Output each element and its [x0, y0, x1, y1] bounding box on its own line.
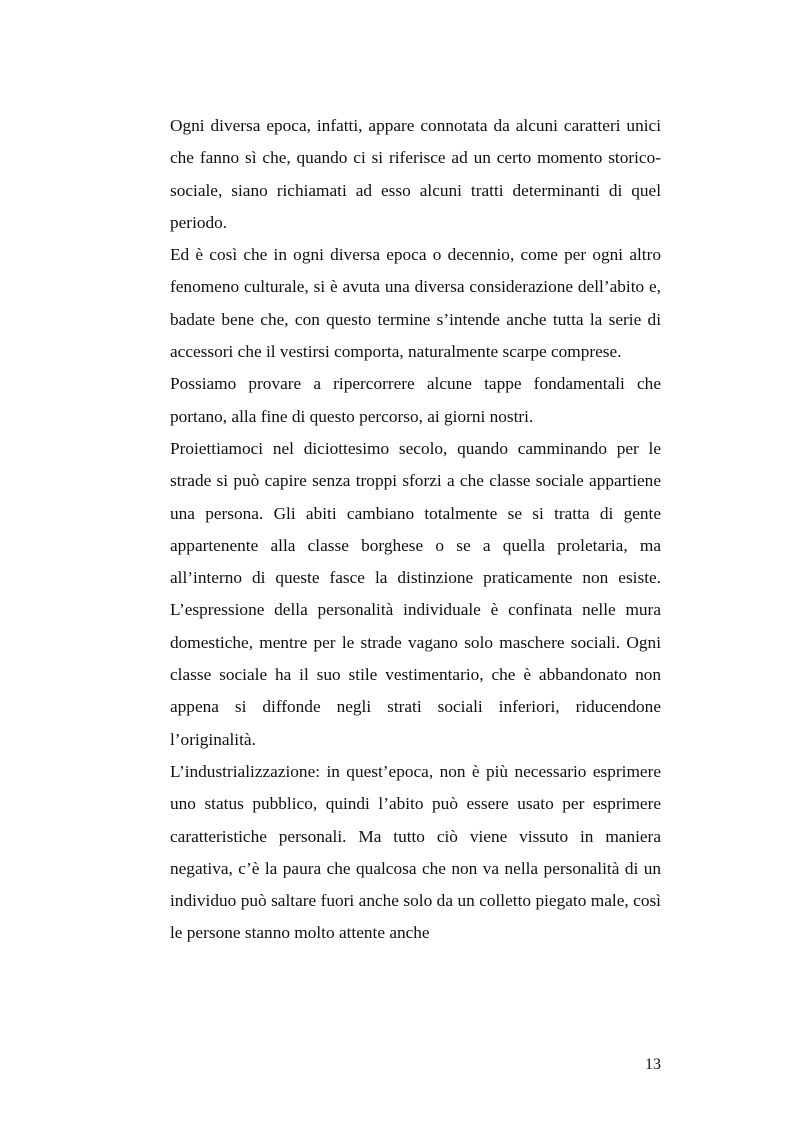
paragraph-4: Proiettiamoci nel diciottesimo secolo, quando camminando per le strade si può capire senza troppi sforzi a che classe sociale appartiene una persona. Gli abiti cambiano totalmente se si tratta di gente appartenente alla classe borghese o se a quella proletaria, ma all’interno di queste fasce la distinzione praticamente non esiste. L’espressione della personalità individuale è confinata nelle mura domestiche, mentre per le strade vagano solo maschere sociali. Ogni classe sociale ha il suo stile vestimentario, che è abbandonato non appena si diffonde negli strati sociali inferiori, riducendone l’originalità. [170, 438, 661, 749]
paragraph-3: Possiamo provare a ripercorrere alcune tappe fondamentali che portano, alla fine di questo percorso, ai giorni nostri. [170, 374, 661, 426]
page-number: 13 [645, 1056, 661, 1073]
paragraph-1: Ogni diversa epoca, infatti, appare connotata da alcuni caratteri unici che fanno sì che, quando ci si riferisce ad un certo momento storico-sociale, siano richiamati ad esso alcuni tratti determinanti di quel periodo. [170, 116, 661, 232]
paragraph-5: L’industrializzazione: in quest’epoca, non è più necessario esprimere uno status pubblico, quindi l’abito può essere usato per esprimere caratteristiche personali. Ma tutto ciò viene vissuto in maniera negativa, c’è la paura che qualcosa che non va nella personalità di un individuo può saltare fuori anche solo da un colletto piegato male, così le persone stanno molto attente anche [170, 761, 661, 943]
paragraph-2: Ed è così che in ogni diversa epoca o decennio, come per ogni altro fenomeno culturale, si è avuta una diversa considerazione dell’abito e, badate bene che, con questo termine s’intende anche tutta la serie di accessori che il vestirsi comporta, naturalmente scarpe comprese. [170, 245, 661, 362]
body-text [170, 110, 661, 950]
